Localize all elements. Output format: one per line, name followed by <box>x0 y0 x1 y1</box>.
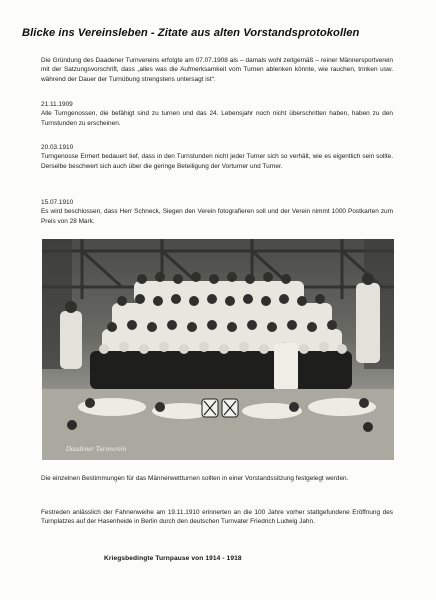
festreden-paragraph: Festreden anlässlich der Fahnenweihe am 19.11.1910 erinnerten an die 100 Jahre vorher stattgefundene Eröffnung des Turnplatzes auf der Hasenheide in Berlin durch den deutschen Turnvater Friedrich Ludwig Jahn. <box>41 509 393 526</box>
entry-text: Es wird beschlossen, dass Herr Schneck, Siegen den Verein fotografieren soll und der Verein nimmt 1000 Postkarten zum Preis von 28 Mark. <box>41 208 393 225</box>
entry-text: Alle Turngenossen, die befähigt sind zu turnen und das 24. Lebensjahr noch nicht überschritten haben, haben zu den Turnstunden zu erscheinen. <box>41 110 393 127</box>
entry-text: Turngenosse Ermert bedauert tief, dass in den Turnstunden nicht jeder Turner sich so verhält, wie es eigentlich sein sollte. Derselbe beschwert sich auch über die geringe Beteiligung der Vorturner und Turner. <box>41 153 393 170</box>
entry-date: 15.07.1910 <box>41 199 74 206</box>
bestimmungen-paragraph: Die einzelnen Bestimmungen für das Männerwettturnen sollten in einer Vorstandssitzung festgelegt werden. <box>41 475 349 482</box>
protocol-entry <box>41 198 393 226</box>
intro-paragraph: Die Gründung des Daadener Turnvereins erfolgte am 07.07.1908 als – damals wohl zeitgemäß – reiner Männersportverein mit der Satzungsvorschrift, dass „alles was die Aufmerksamkeit vom Turnen ablenken könnte, wie rauchen, trinken usw. während der Dauer der Turnübung strengstens untersagt ist“. <box>41 57 393 83</box>
photo-caption: Daadener Turnverein <box>66 445 127 453</box>
protocol-entry <box>41 143 393 171</box>
entry-date: 21.11.1909 <box>41 101 73 108</box>
footer-note: Kriegsbedingte Turnpause von 1914 - 1918 <box>104 555 242 562</box>
protocol-entry <box>41 100 393 128</box>
entry-date: 20.03.1910 <box>41 144 74 151</box>
page-title: Blicke ins Vereinsleben - Zitate aus alten Vorstandsprotokollen <box>22 27 360 39</box>
group-photo-image <box>42 239 394 460</box>
group-photo <box>42 239 394 460</box>
